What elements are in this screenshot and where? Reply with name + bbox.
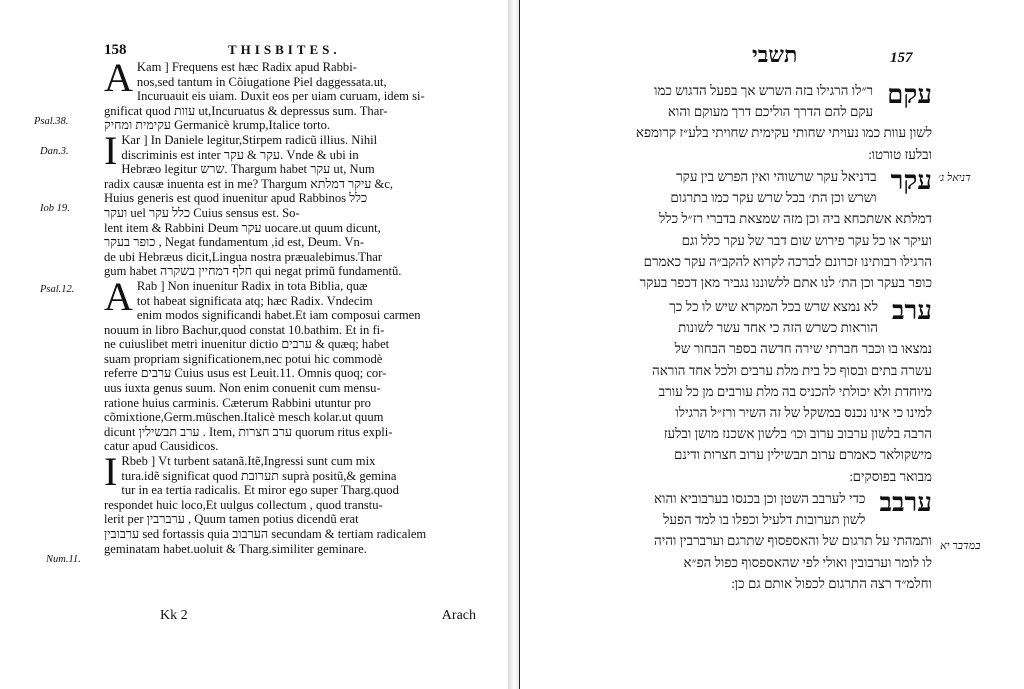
hebrew-line: לשון תערובות דלעיל וכפלו בו למד הפעל — [663, 512, 866, 528]
entry-arab — [104, 273, 476, 454]
hebrew-line: כדי לערבב השטן וכן בכנסו בערבוביא והוא — [654, 491, 866, 506]
hebrew-line: מיוחדת ולא יכולתי להכניס בה מלת עורבים מן כל עורב — [658, 383, 932, 399]
hebrew-line: עקם להם הדרך הוליכם דרך מעוקם והוא — [667, 104, 874, 120]
hebrew-line: ובלעז טורטו ׃ — [868, 146, 932, 162]
text-line: nouum in libro Bachur,quod constat 10.bathim. Et in fi- — [104, 322, 385, 337]
text-line: referre ערבים Cuius usus est Leuit.11. Omnis quoq; cor- — [104, 366, 387, 381]
hebrew-headword: ערבב — [879, 488, 932, 517]
hebrew-line: מישקולאר כאמרם ערוב תבשילין ערוב חצרות ודינם — [673, 447, 932, 463]
hebrew-line: וחלמ״ד רצה התרגום לכפול אותם גם כן ׃ — [731, 575, 932, 591]
text-line: ערבובין sed fortassis quia הערבוב secundam & tertiam radicalem — [104, 527, 427, 541]
drop-initial: A — [104, 55, 133, 100]
hebrew-headword: עקר — [890, 166, 932, 195]
hebrew-line: עשרה בתים ובסוף כל בית מלת ערבים ולכל אחד הוראה — [652, 362, 932, 378]
text-line: de ubi Hebræus dicit,Lingua nostra præualebimus.Thar — [104, 249, 383, 264]
hebrew-entry-akar — [552, 166, 932, 293]
text-line: geminatam habet.uoluit & Tharg.similiter geminare. — [104, 541, 367, 556]
text-line: כופר בעקר , Negat fundamentum ,id est, Deum. Vn- — [104, 235, 365, 250]
hebrew-line: ועיקר או כל עקר פירוש שום דבר של עקר כלל וגם — [681, 232, 932, 248]
margin-note: Num.11. — [46, 554, 81, 565]
drop-initial: I — [104, 127, 118, 173]
entry-akam — [104, 55, 476, 133]
text-line: ועקר uel כלל עקר Cuius sensus est. So- — [104, 205, 300, 220]
text-line: tura.idẽ significat quod תערובת suprà positũ,& gemina — [121, 468, 397, 483]
text-line: respondet huic loco,Et uulgus collectum , quod transtu- — [104, 497, 383, 512]
text-line: Huius generis est quod inuenitur apud Rabbinos כלל — [104, 191, 368, 206]
text-line: discriminis est inter עקר & עקר. Vnde & ubi in — [121, 147, 359, 162]
margin-note: Psal.38. — [34, 116, 69, 127]
text-line: tur in ea tertia radicalis. Et miror ego super Tharg.quod — [121, 483, 399, 498]
hebrew-line: לו לומר וערבובין ואולי לפי שהאספסוף כפול הפ״א — [683, 554, 932, 570]
text-line: Rbeb ] Vt turbent satanã.Itẽ,Ingressi sunt cum mix — [121, 454, 376, 469]
right-running-title: תשבי — [752, 42, 798, 67]
hebrew-line: הוראות כשרש הזה כי אחד עשר לשונות — [678, 320, 878, 336]
text-line: uus iuxta genus suum. Non enim conuenit cum mensu- — [104, 381, 381, 396]
text-line: ratione huius carminis. Cæterum Rabbini utuntur pro — [104, 395, 371, 410]
hebrew-line: לשון עוות כמו נעויתי שחותי עקימית שחויתי בלע״ז קרומפא — [635, 125, 932, 141]
right-page-number: 157 — [890, 50, 913, 66]
text-line: gum habet חלף דמחיין בשקרה qui negat primũ fundamentũ. — [104, 264, 402, 279]
margin-note: Iob 19. — [40, 203, 70, 214]
text-line: עקימית ומחיק Germanicè krump,Italice torto. — [104, 118, 331, 133]
left-page-number: 158 — [104, 42, 127, 58]
hebrew-headword: ערב — [891, 296, 932, 325]
text-line: enim modos significandi habet.Et iam composui carmen — [136, 308, 421, 323]
hebrew-entry-arav — [552, 296, 932, 487]
entry-ikar — [104, 127, 476, 279]
hebrew-line: ותמהתי על תרגום של והאספסוף שתרגם וערברבין והיה — [654, 533, 932, 549]
book-spine — [508, 0, 520, 689]
left-page — [0, 0, 508, 689]
text-line: Incuruauit eis uiam. Duxit eos per uiam curuam, idem si- — [136, 89, 425, 104]
signature-mark: Kk 2 — [160, 608, 188, 623]
hebrew-line: ושרש וכן הת׳ בכל שרש עקר כמו בתרגום — [670, 190, 877, 206]
text-line: tot habeat significata atq; hæc Radix. Vndecim — [136, 293, 373, 308]
text-line: Rab ] Non inuenitur Radix in tota Biblia, quæ — [136, 278, 368, 293]
text-line: lent item & Rabbini Deum עקר uocare.ut quum dicunt, — [104, 220, 381, 235]
hebrew-margin-note: במדבר יא — [940, 540, 981, 552]
hebrew-line: מבואר בפוסקים ׃ — [849, 468, 932, 484]
text-line: suam propriam significationem,nec potui hic commodè — [104, 351, 383, 366]
text-line: Kar ] In Daniele legitur,Stirpem radicũ illius. Nihil — [121, 132, 378, 147]
hebrew-entry-irbev — [552, 488, 932, 594]
hebrew-line: בדניאל עקר שרשוהי ואין הפרש בין עקר — [676, 169, 877, 184]
hebrew-headword: עקם — [887, 80, 932, 109]
text-line: Kam ] Frequens est hæc Radix apud Rabbi- — [136, 60, 357, 74]
text-line: radix causæ inuenta est in me? Thargum עיקר דמלתא &c, — [104, 176, 394, 191]
hebrew-line: הרבה בלשון ערבוב ערוב וכו׳ בלשון אשכנז מושן ובלעז — [663, 426, 932, 442]
left-page-footer — [104, 608, 476, 624]
hebrew-line: למינו כי אינו נכנס במשקל של זה השיר ורז״ל הרגילו — [675, 404, 932, 420]
hebrew-line: כופר בעקר וכן הת׳ לנו אתם ללשוננו נגביר מאן דכפר בעקר — [639, 274, 932, 290]
margin-note: Dan.3. — [40, 146, 69, 157]
hebrew-line: דמלתא אשתכחא ביה וכן מזה שמצאת בדברי רז״ל כלל — [658, 211, 932, 227]
right-page — [520, 0, 1024, 689]
drop-initial: A — [104, 273, 133, 319]
hebrew-line: לא נמצא שרש בכל המקרא שיש לו כל כך — [669, 299, 878, 314]
text-line: lerit per ערברבין , Quum tamen potius dicendũ erat — [104, 512, 359, 527]
hebrew-line: הרגילו רבותינו זכרונם לברכה לקרוא להקב״ה עקר כאמרם — [643, 253, 932, 269]
hebrew-margin-note: דניאל ג׳ — [938, 172, 971, 184]
text-line: nos,sed tantum in Cõiugatione Piel daggessata.ut, — [136, 74, 387, 89]
hebrew-line: נמצאו בו וכבר חברתי שירה חדשה בספר הבחור של — [674, 341, 932, 357]
text-line: ne cuiuslibet metri inuenitur dictio ערבים & quæq; habet — [104, 337, 390, 352]
hebrew-entry-akam — [552, 80, 932, 165]
text-line: cõmixtione,Germ.müschen.Italicè mesch kolar.ut quum — [104, 410, 384, 425]
left-page-body — [104, 55, 476, 556]
text-line: catur apud Causidicos. — [104, 439, 219, 454]
drop-initial: I — [104, 449, 118, 495]
text-line: Hebræo legitur שרש. Thargum habet עקר ut, Num — [121, 162, 375, 177]
hebrew-line: ר״לו הרגילו בזה השרש אך בפעל הדגוש כמו — [654, 83, 874, 98]
text-line: dicunt ערב תבשילין . Item, ערב חצרות quorum ritus expli- — [104, 424, 393, 439]
catchword: Arach — [441, 608, 476, 623]
left-running-title: THISBITES. — [228, 42, 341, 57]
margin-note: Psal.12. — [40, 284, 75, 295]
text-line: gnificat quod עוות ut,Incuruatus & depressus sum. Thar- — [104, 103, 388, 118]
entry-irbeb — [104, 449, 476, 556]
